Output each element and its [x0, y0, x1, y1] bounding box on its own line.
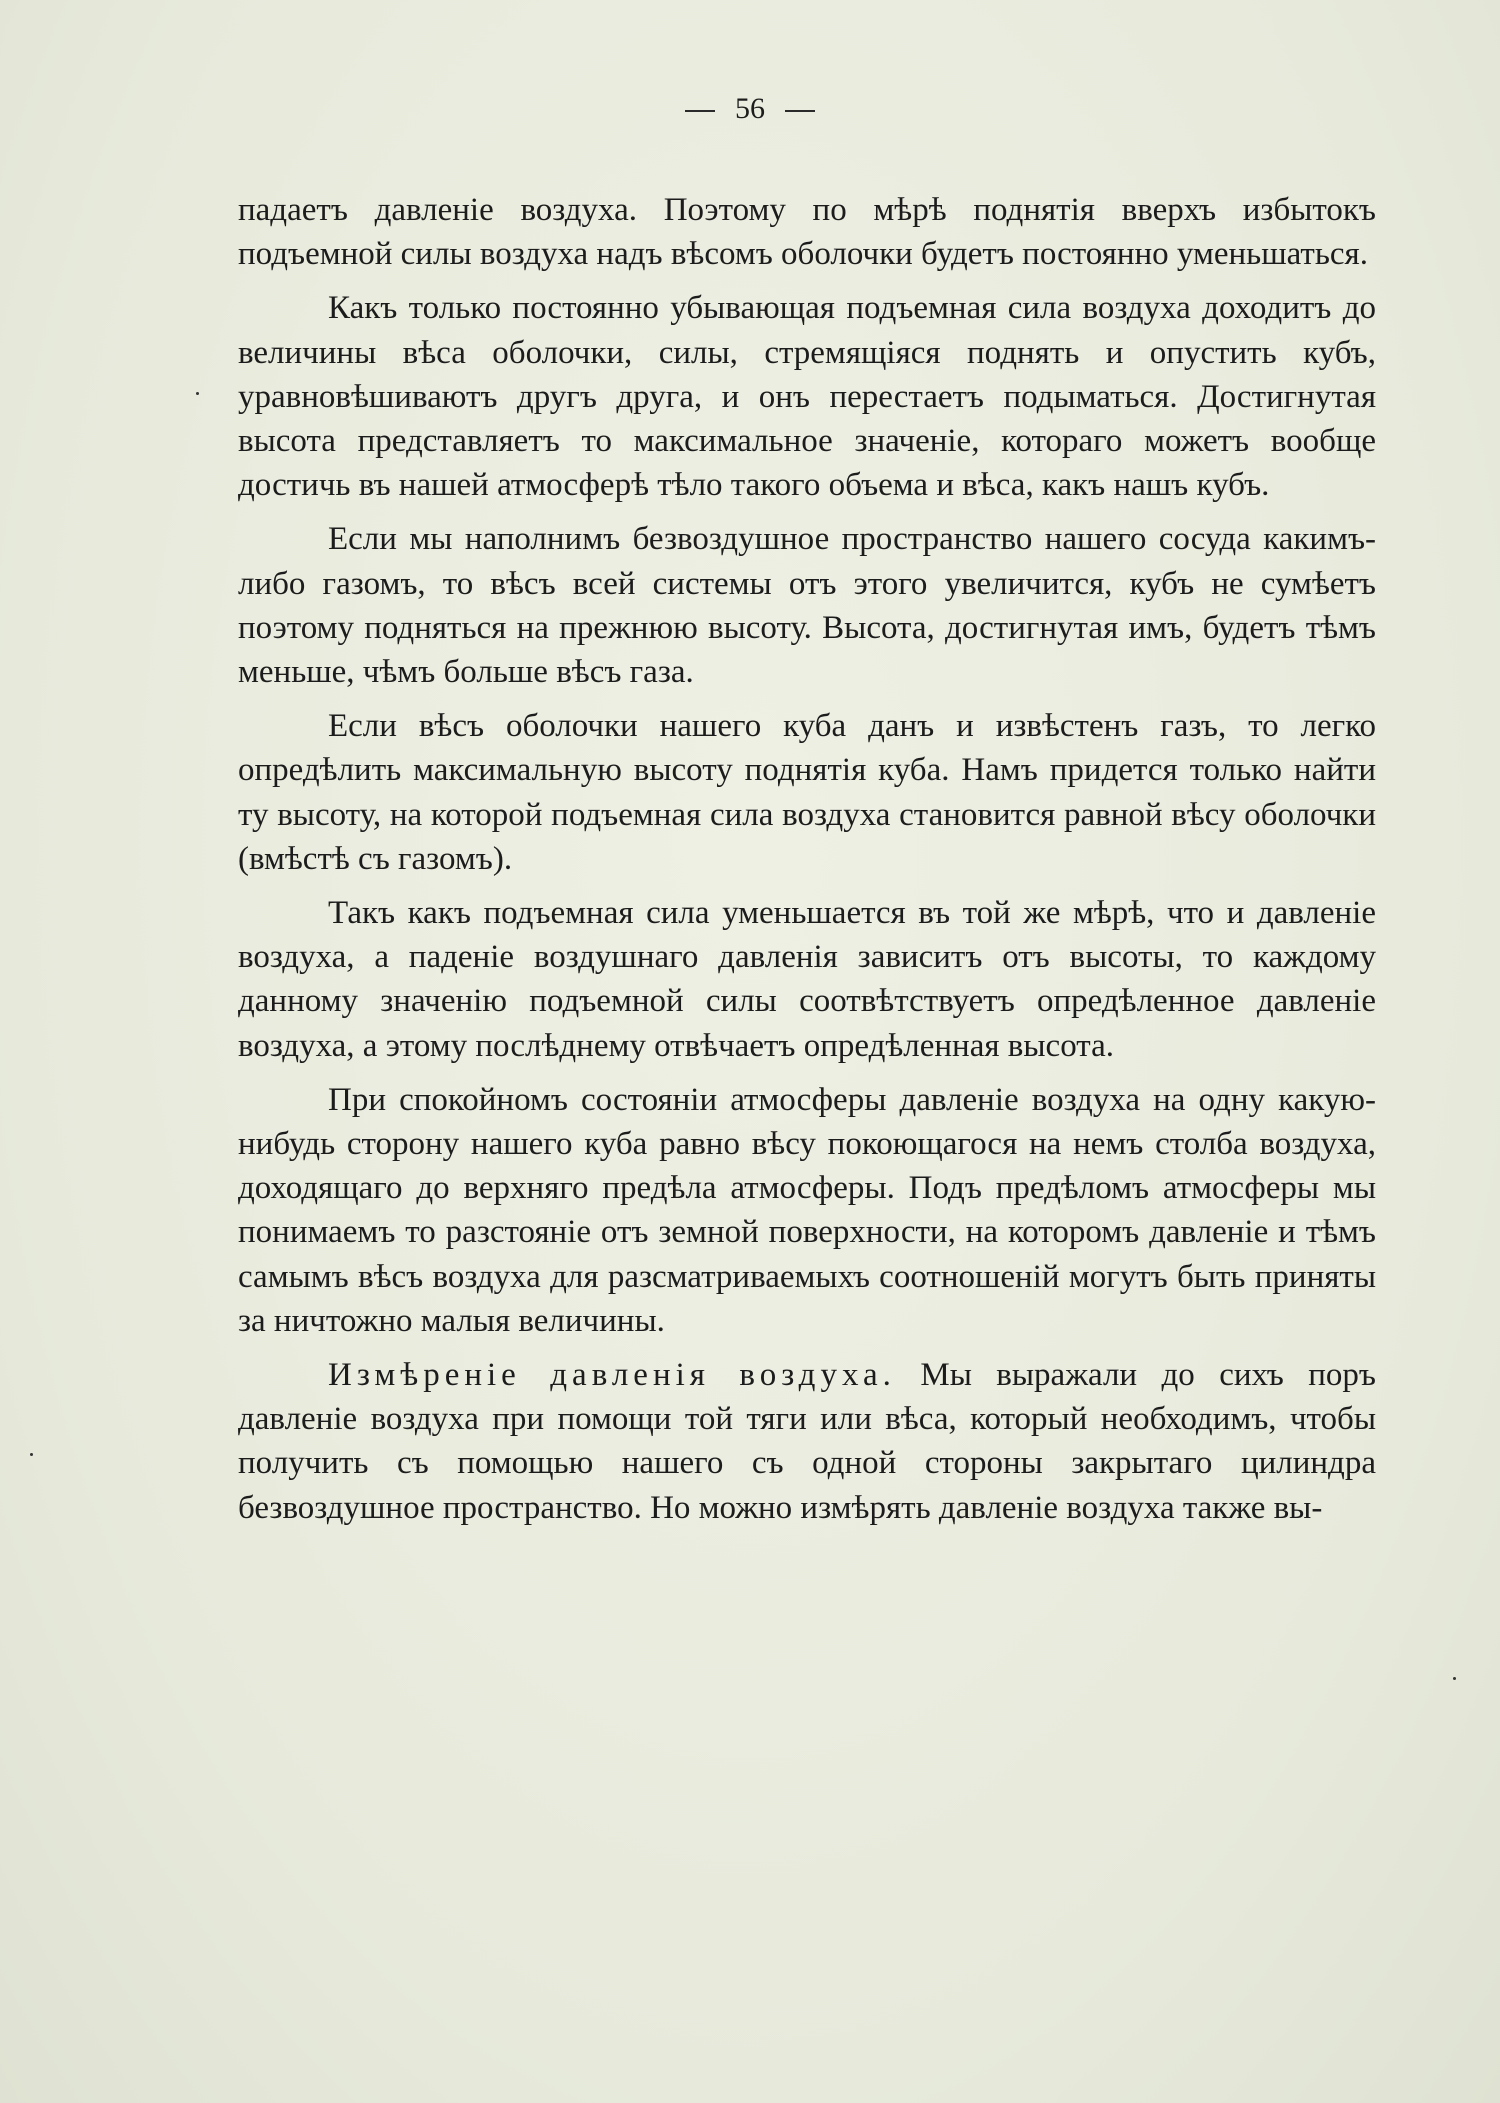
print-speck: [30, 1453, 33, 1456]
left-dash: [685, 110, 715, 112]
body-text: [238, 188, 1376, 1540]
paragraph-5: Такъ какъ подъемная сила уменьшается въ той же мѣрѣ, что и давленіе воздуха, а паденіе воздушнаго давленія зависитъ отъ высоты, то каждому данному значенію подъемной силы соотвѣтствуетъ опредѣленное давленіе воздуха, а этому послѣднему отвѣчаетъ опредѣленная высота.: [238, 895, 1376, 1064]
page-number: [0, 92, 1500, 126]
paragraph-3: Если мы наполнимъ безвоздушное пространство нашего сосуда какимъ-либо газомъ, то вѣсъ всей системы отъ этого увеличится, кубъ не сумѣетъ поэтому подняться на прежнюю высоту. Высота, достигнутая имъ, будетъ тѣмъ меньше, чѣмъ больше вѣсъ газа.: [238, 521, 1376, 691]
right-dash: [785, 110, 815, 112]
paragraph-4: Если вѣсъ оболочки нашего куба данъ и извѣстенъ газъ, то легко опредѣлить максимальную высоту поднятія куба. Намъ придется только найти ту высоту, на которой подъемная сила воздуха становится равной вѣсу оболочки (вмѣстѣ съ газомъ).: [238, 708, 1376, 877]
page-number-text: 56: [735, 92, 765, 125]
print-speck: [196, 392, 199, 395]
paragraph-7: [238, 1353, 1376, 1530]
print-speck: [1453, 1677, 1456, 1680]
paragraph-2: Какъ только постоянно убывающая подъемная сила воздуха доходитъ до величины вѣса оболочки, силы, стремящіяся поднять и опустить кубъ, уравновѣшиваютъ другъ друга, и онъ перестаетъ подыматься. Достигнутая высота представляетъ то максимальное значеніе, котораго можетъ вообще достичь въ нашей атмосферѣ тѣло такого объема и вѣса, какъ нашъ кубъ.: [238, 290, 1376, 504]
paragraph-1: падаетъ давленіе воздуха. Поэтому по мѣрѣ поднятія вверхъ избытокъ подъемной силы воздуха надъ вѣсомъ оболочки будетъ постоянно уменьшаться.: [238, 192, 1376, 273]
section-heading: Измѣреніе давленія воздуха.: [328, 1357, 896, 1394]
paragraph-6: При спокойномъ состояніи атмосферы давленіе воздуха на одну какую-нибудь сторону нашего куба равно вѣсу покоющагося на немъ столба воздуха, доходящаго до верхняго предѣла атмосферы. Подъ предѣломъ атмосферы мы понимаемъ то разстояніе отъ земной поверхности, на которомъ давленіе и тѣмъ самымъ вѣсъ воздуха для разсматриваемыхъ соотношеній могутъ быть приняты за ничтожно малыя величины.: [238, 1081, 1376, 1339]
paragraph-7-text: Мы выражали до сихъ поръ давленіе воздуха при помощи той тяги или вѣса, который необходимъ, чтобы получить съ помощью нашего съ одной стороны закрытаго цилиндра безвоздушное пространство. Но можно измѣрять давленіе воздуха также вы-: [238, 1357, 1376, 1526]
